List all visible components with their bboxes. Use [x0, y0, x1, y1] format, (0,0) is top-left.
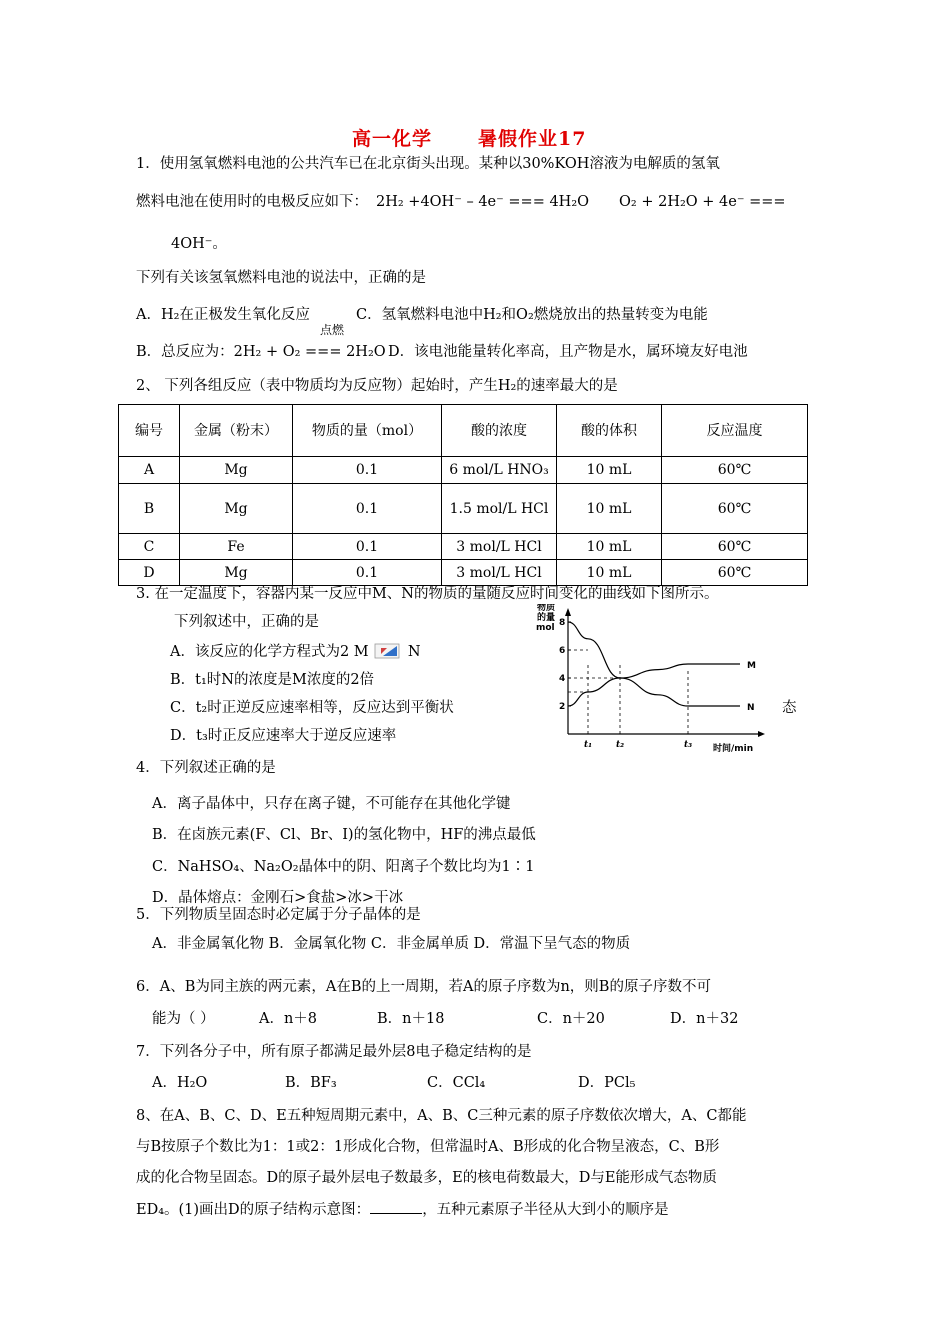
table-header: 编号 — [119, 405, 180, 457]
q1-stem: 下列有关该氢氧燃料电池的说法中，正确的是 — [136, 270, 426, 286]
table-cell: 0.1 — [293, 534, 442, 560]
x-tick-label: t₁ — [584, 740, 593, 750]
table-cell: Fe — [180, 534, 293, 560]
page-title — [352, 124, 586, 151]
q1-option-a: A．H₂在正极发生氧化反应 — [136, 307, 310, 323]
q6-line1: 6．A、B为同主族的两元素，A在B的上一周期，若A的原子序数为n，则B的原子序数不可 — [136, 979, 711, 995]
table-cell: Mg — [180, 457, 293, 484]
q3-option-d: D．t₃时正反应速率大于逆反应速率 — [170, 728, 397, 744]
q1-line2-prefix: 燃料电池在使用时的电极反应如下： — [136, 194, 368, 210]
q2-stem: 2、 下列各组反应（表中物质均为反应物）起始时，产生H₂的速率最大的是 — [136, 378, 618, 394]
title-assignment: 暑假作业17 — [478, 128, 587, 150]
table-cell: B — [119, 484, 180, 534]
table-header: 金属（粉末） — [180, 405, 293, 457]
q4-stem: 4．下列叙述正确的是 — [136, 760, 276, 776]
q1-electrode-reaction-1: 2H₂ +4OH⁻ – 4e⁻ === 4H₂O — [376, 194, 590, 210]
reversible-arrow-icon — [373, 643, 403, 659]
answer-blank[interactable] — [370, 1199, 422, 1214]
title-course: 高一化学 — [352, 128, 433, 150]
table-cell: 3 mol/L HCl — [442, 534, 557, 560]
q1-option-b: B．总反应为：2H₂ + O₂ === 2H₂O — [136, 344, 386, 360]
y-tick-label: 4 — [559, 674, 566, 684]
x-tick-label: t₂ — [616, 740, 625, 750]
y-axis-label: 物质的量 mol — [536, 604, 556, 633]
q4-option-c: C．NaHSO₄、Na₂O₂晶体中的阴、阳离子个数比均为1∶1 — [152, 859, 535, 875]
table-header: 酸的体积 — [557, 405, 662, 457]
table-header-row — [119, 405, 808, 457]
y-tick-label: 2 — [559, 702, 566, 712]
table-cell: D — [119, 560, 180, 586]
q6-option-b: B．n＋18 — [377, 1011, 445, 1027]
q4-option-a: A．离子晶体中，只存在离子键，不可能存在其他化学键 — [152, 796, 511, 812]
q3-option-c-tail: 态 — [782, 700, 797, 716]
series-label-M: M — [747, 661, 756, 671]
table-row — [119, 457, 808, 484]
table-cell: 3 mol/L HCl — [442, 560, 557, 586]
table-cell: 60℃ — [662, 457, 808, 484]
q8-line4 — [136, 1198, 669, 1219]
table-cell: 10 mL — [557, 457, 662, 484]
q3-option-a — [170, 640, 421, 661]
table-cell: 6 mol/L HNO₃ — [442, 457, 557, 484]
series-label-N: N — [747, 703, 755, 713]
q7-option-b: B．BF₃ — [285, 1075, 337, 1091]
table-cell: 60℃ — [662, 560, 808, 586]
table-cell: 0.1 — [293, 457, 442, 484]
table-cell: A — [119, 457, 180, 484]
q6-option-d: D．n＋32 — [670, 1011, 739, 1027]
q5-stem: 5．下列物质呈固态时必定属于分子晶体的是 — [136, 907, 421, 923]
q6-option-a: A．n＋8 — [259, 1011, 318, 1027]
table-cell: 10 mL — [557, 534, 662, 560]
q3-option-b: B．t₁时N的浓度是M浓度的2倍 — [170, 672, 375, 688]
chart-axes — [565, 608, 765, 737]
table-cell: 1.5 mol/L HCl — [442, 484, 557, 534]
q8-line3: 成的化合物呈固态。D的原子最外层电子数最多，E的核电荷数最大，D与E能形成气态物质 — [136, 1170, 717, 1186]
table-cell: 10 mL — [557, 484, 662, 534]
q1-electrode-reaction-2: O₂ + 2H₂O + 4e⁻ === — [619, 194, 786, 210]
x-axis-arrow-icon — [758, 731, 765, 737]
q8-line1: 8、在A、B、C、D、E五种短周期元素中，A、B、C三种元素的原子序数依次增大，A、C都能 — [136, 1108, 747, 1124]
q3-stem: 下列叙述中，正确的是 — [174, 614, 319, 630]
table-header: 物质的量（mol） — [293, 405, 442, 457]
q3-option-c: C．t₂时正逆反应速率相等，反应达到平衡状 — [170, 700, 454, 716]
table-header: 酸的浓度 — [442, 405, 557, 457]
q7-stem: 7．下列各分子中，所有原子都满足最外层8电子稳定结构的是 — [136, 1044, 532, 1060]
q7-option-c: C．CCl₄ — [427, 1075, 486, 1091]
table-row — [119, 534, 808, 560]
y-axis-arrow-icon — [565, 608, 571, 616]
q1-option-d: D．该电池能量转化率高，且产物是水，属环境友好电池 — [388, 344, 748, 360]
q3-option-a-text: A．该反应的化学方程式为2 M — [170, 644, 369, 660]
q4-option-b: B．在卤族元素(F、Cl、Br、I)的氢化物中，HF的沸点最低 — [152, 827, 536, 843]
table-cell: 0.1 — [293, 484, 442, 534]
x-tick-label: t₃ — [684, 740, 693, 750]
table-cell: C — [119, 534, 180, 560]
mole-time-chart — [528, 604, 768, 756]
q4-option-d: D．晶体熔点：金刚石>食盐>冰>干冰 — [152, 890, 404, 906]
q8-line4-suffix: ，五种元素原子半径从大到小的顺序是 — [422, 1202, 669, 1218]
q1-reaction-condition: 点燃 — [320, 323, 345, 337]
q7-option-a: A．H₂O — [152, 1075, 208, 1091]
x-axis-label: 时间/min — [713, 744, 754, 754]
q1-option-c: C．氢氧燃料电池中H₂和O₂燃烧放出的热量转变为电能 — [356, 307, 708, 323]
q3-option-a-product: N — [407, 644, 421, 660]
q8-line4-prefix: ED₄。(1)画出D的原子结构示意图： — [136, 1202, 371, 1218]
series-line-M — [568, 664, 740, 706]
table-cell: Mg — [180, 484, 293, 534]
y-tick-label: 6 — [559, 646, 566, 656]
q6-option-c: C．n＋20 — [537, 1011, 605, 1027]
table-header: 反应温度 — [662, 405, 808, 457]
y-tick-label: 8 — [559, 618, 566, 628]
q2-table — [118, 404, 808, 586]
table-cell: Mg — [180, 560, 293, 586]
q1-line1: 1．使用氢氧燃料电池的公共汽车已在北京街头出现。某种以30%KOH溶液为电解质的氢氧 — [136, 156, 720, 172]
q6-stem-end: 能为（ ） — [152, 1011, 215, 1027]
table-cell: 60℃ — [662, 484, 808, 534]
q6-line2 — [152, 1007, 215, 1028]
q5-options: A．非金属氧化物 B．金属氧化物 C．非金属单质 D．常温下呈气态的物质 — [152, 936, 631, 952]
q8-line2: 与B按原子个数比为1：1或2：1形成化合物，但常温时A、B形成的化合物呈液态，C、B形 — [136, 1139, 720, 1155]
table-cell: 60℃ — [662, 534, 808, 560]
q1-line2 — [136, 190, 786, 211]
table-cell: 10 mL — [557, 560, 662, 586]
q3-line1: 3. 在一定温度下，容器内某一反应中M、N的物质的量随反应时间变化的曲线如下图所示。 — [136, 586, 719, 602]
q7-option-d: D．PCl₅ — [578, 1075, 636, 1091]
table-cell: 0.1 — [293, 560, 442, 586]
table-row — [119, 484, 808, 534]
q1-line3: 4OH⁻。 — [171, 236, 227, 252]
